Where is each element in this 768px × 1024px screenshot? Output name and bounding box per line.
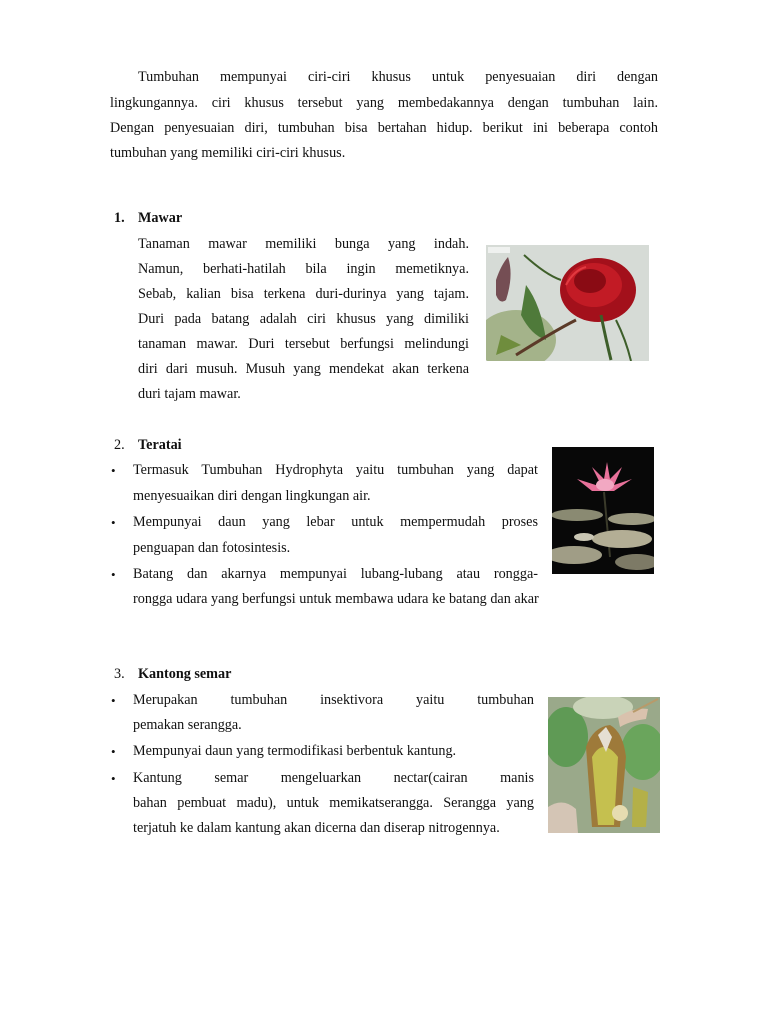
bullet-line: Merupakan tumbuhan insektivora yaitu tumbuhan	[133, 692, 534, 708]
bullet-line: rongga udara yang berfungsi untuk membawa udara ke batang dan akar	[133, 591, 539, 607]
body-line: diri dari musuh. Musuh yang mendekat akan terkena	[138, 361, 469, 377]
intro-line: Tumbuhan mempunyai ciri-ciri khusus untuk penyesuaian diri dengan	[138, 69, 658, 85]
bullet-icon: •	[111, 771, 116, 786]
bullet-line: Batang dan akarnya mempunyai lubang-lubang atau rongga-	[133, 566, 538, 582]
body-line: Tanaman mawar memiliki bunga yang indah.	[138, 236, 469, 252]
bullet-line: Mempunyai daun yang lebar untuk mempermudah proses	[133, 514, 538, 530]
bullet-line: Kantung semar mengeluarkan nectar(cairan manis	[133, 770, 534, 786]
bullet-icon: •	[111, 463, 116, 478]
pitcher-plant-icon	[548, 697, 660, 833]
bullet-line: pemakan serangga.	[133, 717, 242, 733]
bullet-icon: •	[111, 567, 116, 582]
intro-line: Dengan penyesuaian diri, tumbuhan bisa bertahan hidup. berikut ini beberapa contoh	[110, 120, 658, 136]
section-number: 3.	[114, 666, 125, 682]
bullet-line: Termasuk Tumbuhan Hydrophyta yaitu tumbuhan yang dapat	[133, 462, 538, 478]
section-title: Teratai	[138, 437, 182, 453]
bullet-icon: •	[111, 744, 116, 759]
intro-line: tumbuhan yang memiliki ciri-ciri khusus.	[110, 145, 346, 161]
bullet-line: Mempunyai daun yang termodifikasi berbentuk kantung.	[133, 743, 457, 759]
lotus-flower-icon	[552, 447, 654, 574]
bullet-icon: •	[111, 693, 116, 708]
bullet-line: menyesuaikan diri dengan lingkungan air.	[133, 488, 371, 504]
rose-photo	[486, 245, 649, 361]
section-title: Kantong semar	[138, 666, 232, 682]
pitcher-plant-photo	[548, 697, 660, 833]
bullet-line: terjatuh ke dalam kantung akan dicerna dan diserap nitrogennya.	[133, 820, 500, 836]
body-line: duri tajam mawar.	[138, 386, 241, 402]
lotus-photo	[552, 447, 654, 574]
intro-line: lingkungannya. ciri khusus tersebut yang membedakannya dengan tumbuhan lain.	[110, 95, 658, 111]
rose-icon	[486, 245, 649, 361]
body-line: tanaman mawar. Duri tersebut berfungsi melindungi	[138, 336, 469, 352]
section-title: Mawar	[138, 210, 183, 226]
bullet-line: bahan pembuat madu), untuk memikatserangga. Serangga yang	[133, 795, 534, 811]
bullet-line: penguapan dan fotosintesis.	[133, 540, 291, 556]
body-line: Sebab, kalian bisa terkena duri-durinya yang tajam.	[138, 286, 469, 302]
section-number: 1.	[114, 210, 125, 226]
section-number: 2.	[114, 437, 125, 453]
body-line: Namun, berhati-hatilah bila ingin memetiknya.	[138, 261, 469, 277]
body-line: Duri pada batang adalah ciri khusus yang dimiliki	[138, 311, 469, 327]
bullet-icon: •	[111, 515, 116, 530]
